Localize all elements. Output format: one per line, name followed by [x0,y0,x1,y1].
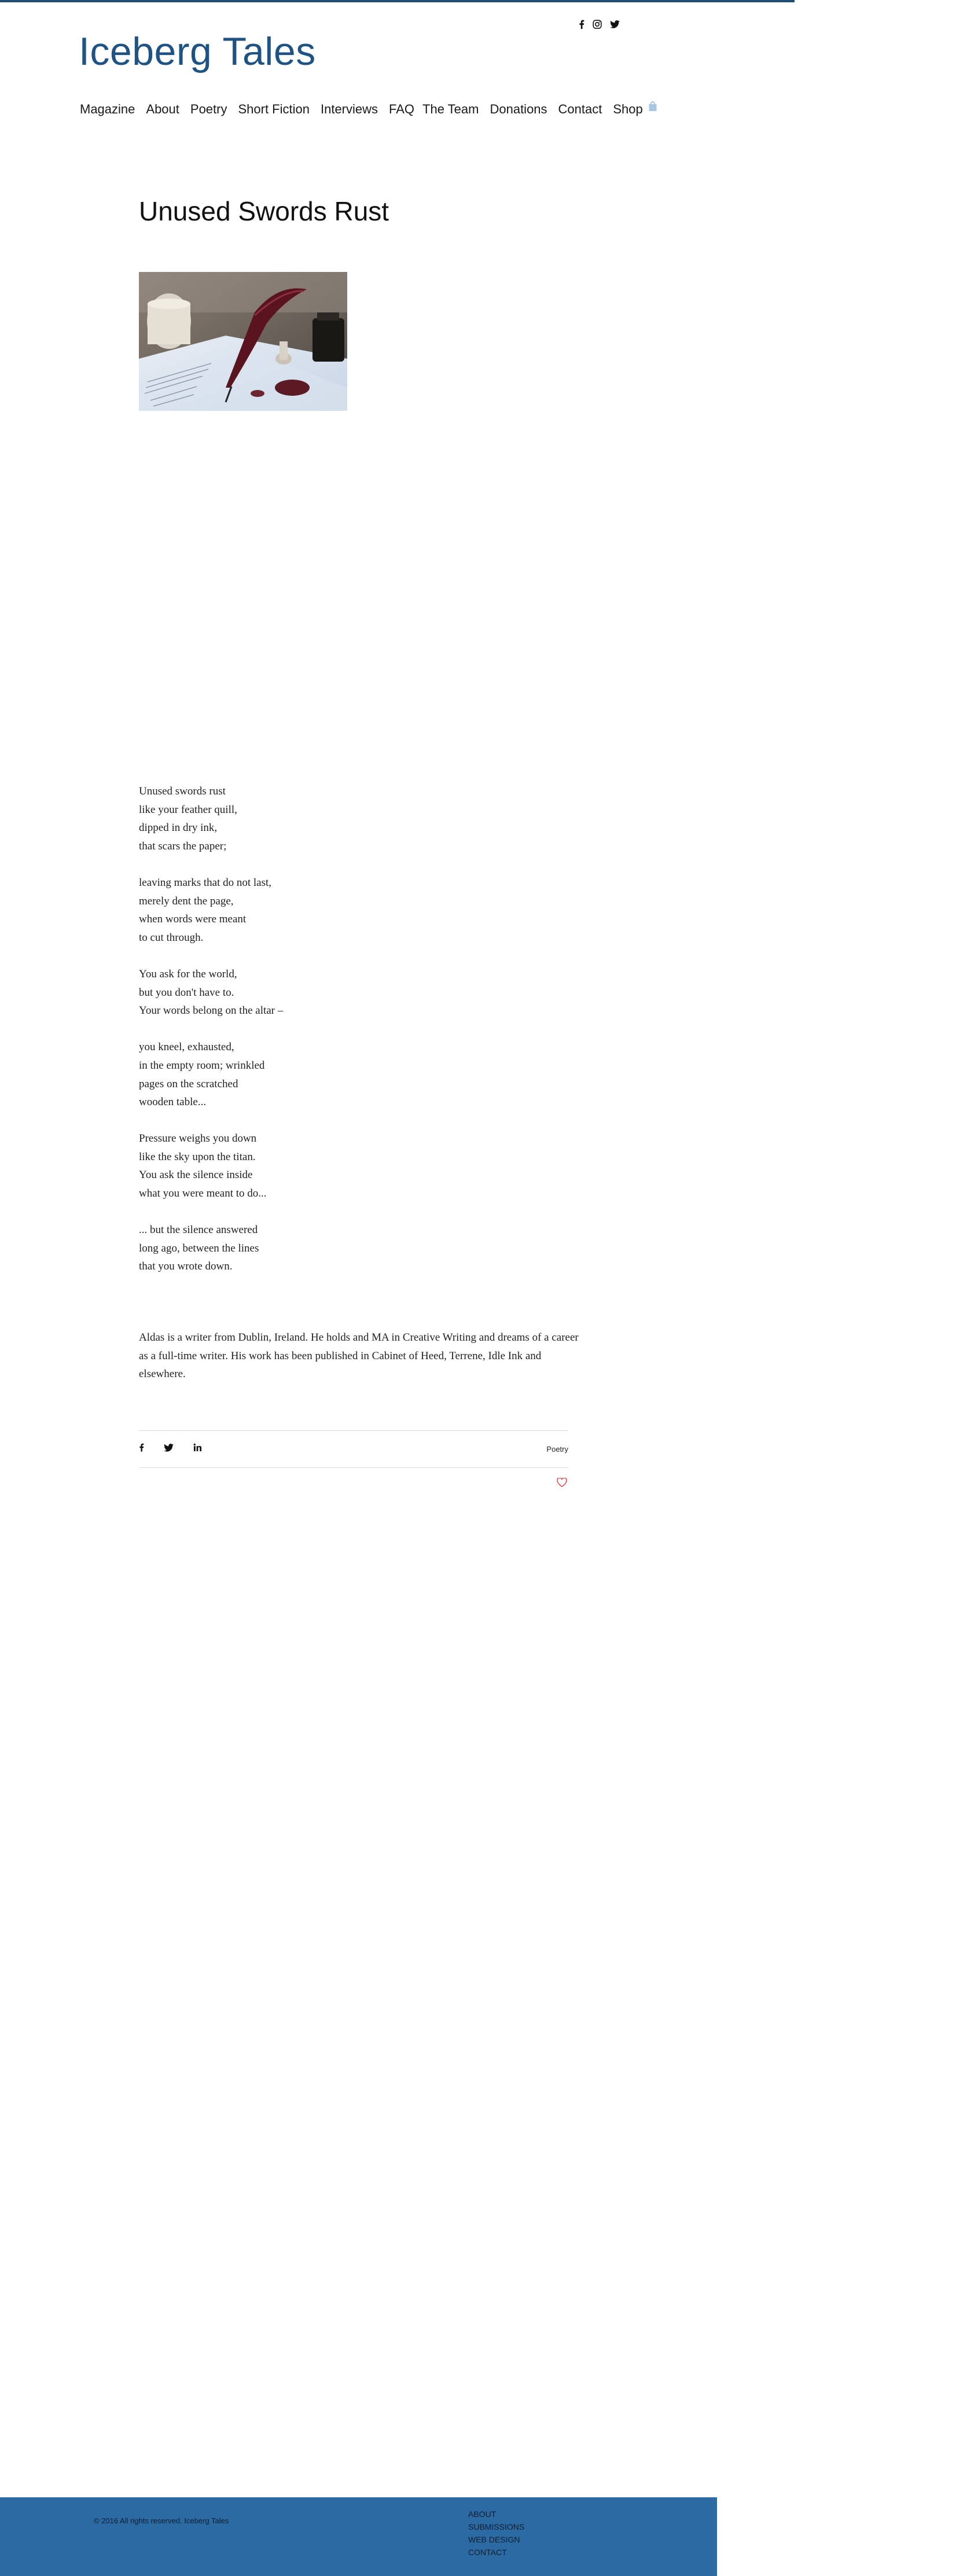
social-bar [579,20,620,29]
footer-copyright: © 2016 All rights reserved. Iceberg Tales [94,2516,229,2525]
poem-line: you kneel, exhausted, [139,1041,234,1054]
poem-line: like the sky upon the titan. [139,1150,256,1163]
poem-line: ... but the silence answered [139,1224,258,1237]
poem-line: You ask for the world, [139,967,237,980]
facebook-icon[interactable] [139,1443,144,1455]
poem-stanza [139,965,283,1020]
footer-link-contact[interactable]: CONTACT [468,2548,507,2557]
divider [139,1430,568,1431]
footer-link-web-design[interactable]: WEB DESIGN [468,2535,520,2544]
facebook-icon[interactable] [579,20,584,29]
poem-line: that scars the paper; [139,840,227,852]
poem-line: You ask the silence inside [139,1169,253,1182]
site-logo[interactable]: Iceberg Tales [79,30,316,73]
poem-line: merely dent the page, [139,895,234,907]
like-heart-icon[interactable] [557,1478,567,1487]
top-accent-bar [0,0,795,2]
poem-stanza [139,782,283,855]
nav-item-magazine[interactable]: Magazine [80,102,135,116]
nav-item-donations[interactable]: Donations [490,102,547,116]
poem-line: leaving marks that do not last, [139,876,272,889]
nav-item-interviews[interactable]: Interviews [320,102,378,116]
main-nav [80,102,645,117]
poem-line: pages on the scratched [139,1077,238,1090]
poem-line: when words were meant [139,913,247,926]
post-hero-image [139,272,347,411]
nav-item-faq[interactable]: FAQ [389,102,415,116]
footer-link-submissions[interactable]: SUBMISSIONS [468,2522,525,2531]
footer [0,2497,717,2576]
footer-links [468,2508,524,2559]
nav-item-short-fiction[interactable]: Short Fiction [238,102,310,116]
poem-body [139,782,283,1294]
poem-line: that you wrote down. [139,1260,233,1273]
poem-stanza [139,874,283,947]
nav-item-about[interactable]: About [146,102,179,116]
nav-item-contact[interactable]: Contact [558,102,602,116]
nav-item-shop[interactable]: Shop [613,102,643,116]
twitter-icon[interactable] [164,1444,174,1455]
share-bar [139,1442,568,1456]
poem-line: in the empty room; wrinkled [139,1059,265,1072]
poem-line: to cut through. [139,931,204,944]
footer-link-about[interactable]: ABOUT [468,2509,497,2519]
post-category-link[interactable]: Poetry [546,1444,568,1453]
poem-stanza [139,1038,283,1111]
poem-stanza [139,1221,283,1276]
poem-line: wooden table... [139,1096,207,1109]
poem-line: Your words belong on the altar – [139,1004,284,1017]
poem-line: Unused swords rust [139,785,226,797]
poem-line: what you were meant to do... [139,1187,267,1200]
cart-icon[interactable] [648,101,657,112]
poem-line: dipped in dry ink, [139,822,218,834]
poem-line: Pressure weighs you down [139,1132,257,1145]
twitter-icon[interactable] [610,20,620,28]
poem-line: long ago, between the lines [139,1242,259,1254]
poem-stanza [139,1129,283,1202]
instagram-icon[interactable] [593,20,602,29]
post-title: Unused Swords Rust [139,196,389,226]
author-bio: Aldas is a writer from Dublin, Ireland. He holds and MA in Creative Writing and dreams of a career as a full-time writer. His work has been published in Cabinet of Heed, Terrene, Idle Ink and elsewhere. [139,1331,579,1380]
nav-item-poetry[interactable]: Poetry [190,102,227,116]
poem-line: like your feather quill, [139,803,237,816]
nav-item-the-team[interactable]: The Team [422,102,479,116]
linkedin-icon[interactable] [193,1443,202,1455]
divider [139,1467,568,1468]
poem-line: but you don't have to. [139,986,234,999]
